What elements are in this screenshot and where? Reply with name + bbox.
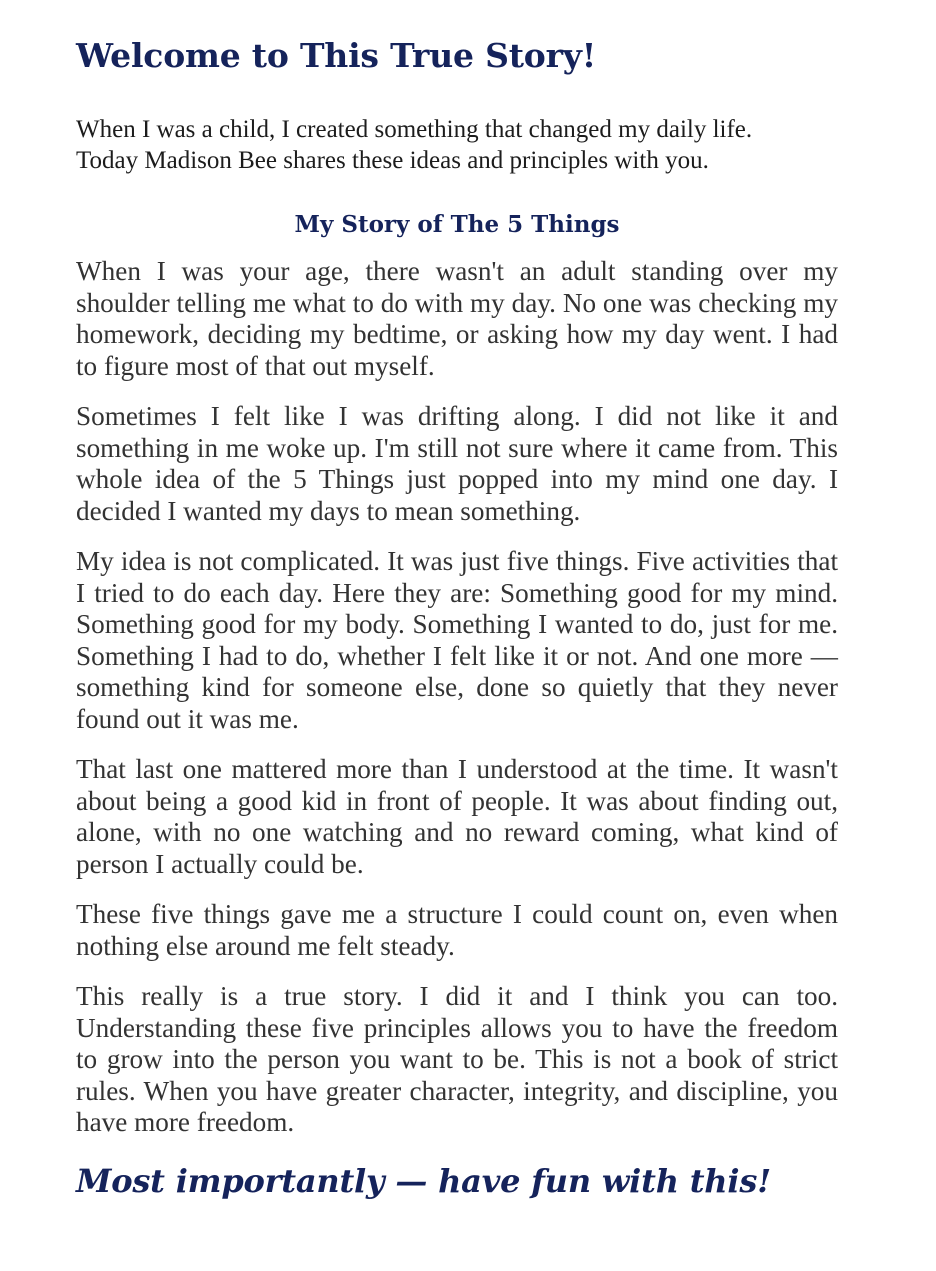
section-title: My Story of The 5 Things: [294, 211, 620, 238]
story-paragraph: My idea is not complicated. It was just five things. Five activities that I tried to do each day. Here they are: Something good for my mind. Something good for my body. Something I wanted to do, just for me. Something I had to do, whether I felt like it or not. And one more — something kind for someone else, done so quietly that they never found out it was me.: [76, 546, 838, 734]
story-paragraph: These five things gave me a structure I could count on, even when nothing else around me felt steady.: [76, 899, 838, 961]
story-paragraph: That last one mattered more than I understood at the time. It wasn't about being a good kid in front of people. It was about finding out, alone, with no one watching and no reward coming, what kind of person I actually could be.: [76, 754, 838, 879]
story-paragraph: When I was your age, there wasn't an adult standing over my shoulder telling me what to do with my day. No one was checking my homework, deciding my bedtime, or asking how my day went. I had to figure most of that out myself.: [76, 256, 838, 381]
story-body: [76, 256, 838, 1139]
story-paragraph: Sometimes I felt like I was drifting along. I did not like it and something in me woke up. I'm still not sure where it came from. This whole idea of the 5 Things just popped into my mind one day. I decided I wanted my days to mean something.: [76, 401, 838, 526]
story-paragraph: This really is a true story. I did it and I think you can too. Understanding these five principles allows you to have the freedom to grow into the person you want to be. This is not a book of strict rules. When you have greater character, integrity, and discipline, you have more freedom.: [76, 981, 838, 1137]
intro-line-1: When I was a child, I created something that changed my daily life.: [76, 116, 753, 143]
intro-block: [76, 114, 838, 176]
document-page: [76, 34, 838, 1203]
page-title: Welcome to This True Story!: [76, 36, 597, 75]
closing-line: Most importantly — have fun with this!: [76, 1161, 771, 1200]
intro-line-2: Today Madison Bee shares these ideas and principles with you.: [76, 147, 709, 174]
